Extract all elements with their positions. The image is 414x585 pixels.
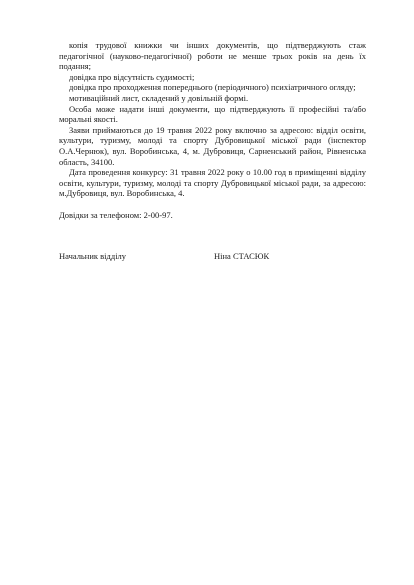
spacer bbox=[59, 220, 366, 251]
signature-block bbox=[59, 251, 366, 262]
item-criminal-record: довідка про відсутність судимості; bbox=[69, 71, 195, 82]
signature-position: Начальник відділу bbox=[59, 251, 127, 262]
item-work-record: копія трудової книжки чи інших документів, що підтверджують стаж педагогічної (науково-педагогічної) роботи не менше трьох років на день їх подання; bbox=[59, 40, 366, 72]
spacer bbox=[59, 199, 366, 210]
paragraph-contest-date: Дата проведення конкурсу: 31 травня 2022 року о 10.00 год в приміщенні відділу освіти, культури, туризму, молоді та спорту Дубровицької міської ради, за адресою: м.Дубровиця, вул. Воробинська, 4. bbox=[59, 167, 366, 199]
item-psychiatric-exam: довідка про проходження попереднього (періодичного) психіатричного огляду; bbox=[69, 82, 356, 93]
phone-info: Довідки за телефоном: 2-00-97. bbox=[59, 209, 173, 220]
paragraph-applications: Заяви приймаються до 19 травня 2022 року включно за адресою: відділ освіти, культури, туризму, молоді та спорту Дубровицької міської ради (інспектор О.А.Чернюк), вул. Воробинська, 4, м. Дубровиця, Сарненський район, Рівненська область, 34100. bbox=[59, 124, 366, 167]
document-page bbox=[59, 40, 366, 262]
signature-name: Ніна СТАСЮК bbox=[214, 251, 270, 262]
paragraph-other-documents: Особа може надати інші документи, що підтверджують її професійні та/або моральні якості. bbox=[59, 103, 366, 125]
item-motivation-letter: мотиваційний лист, складений у довільній формі. bbox=[69, 92, 249, 103]
